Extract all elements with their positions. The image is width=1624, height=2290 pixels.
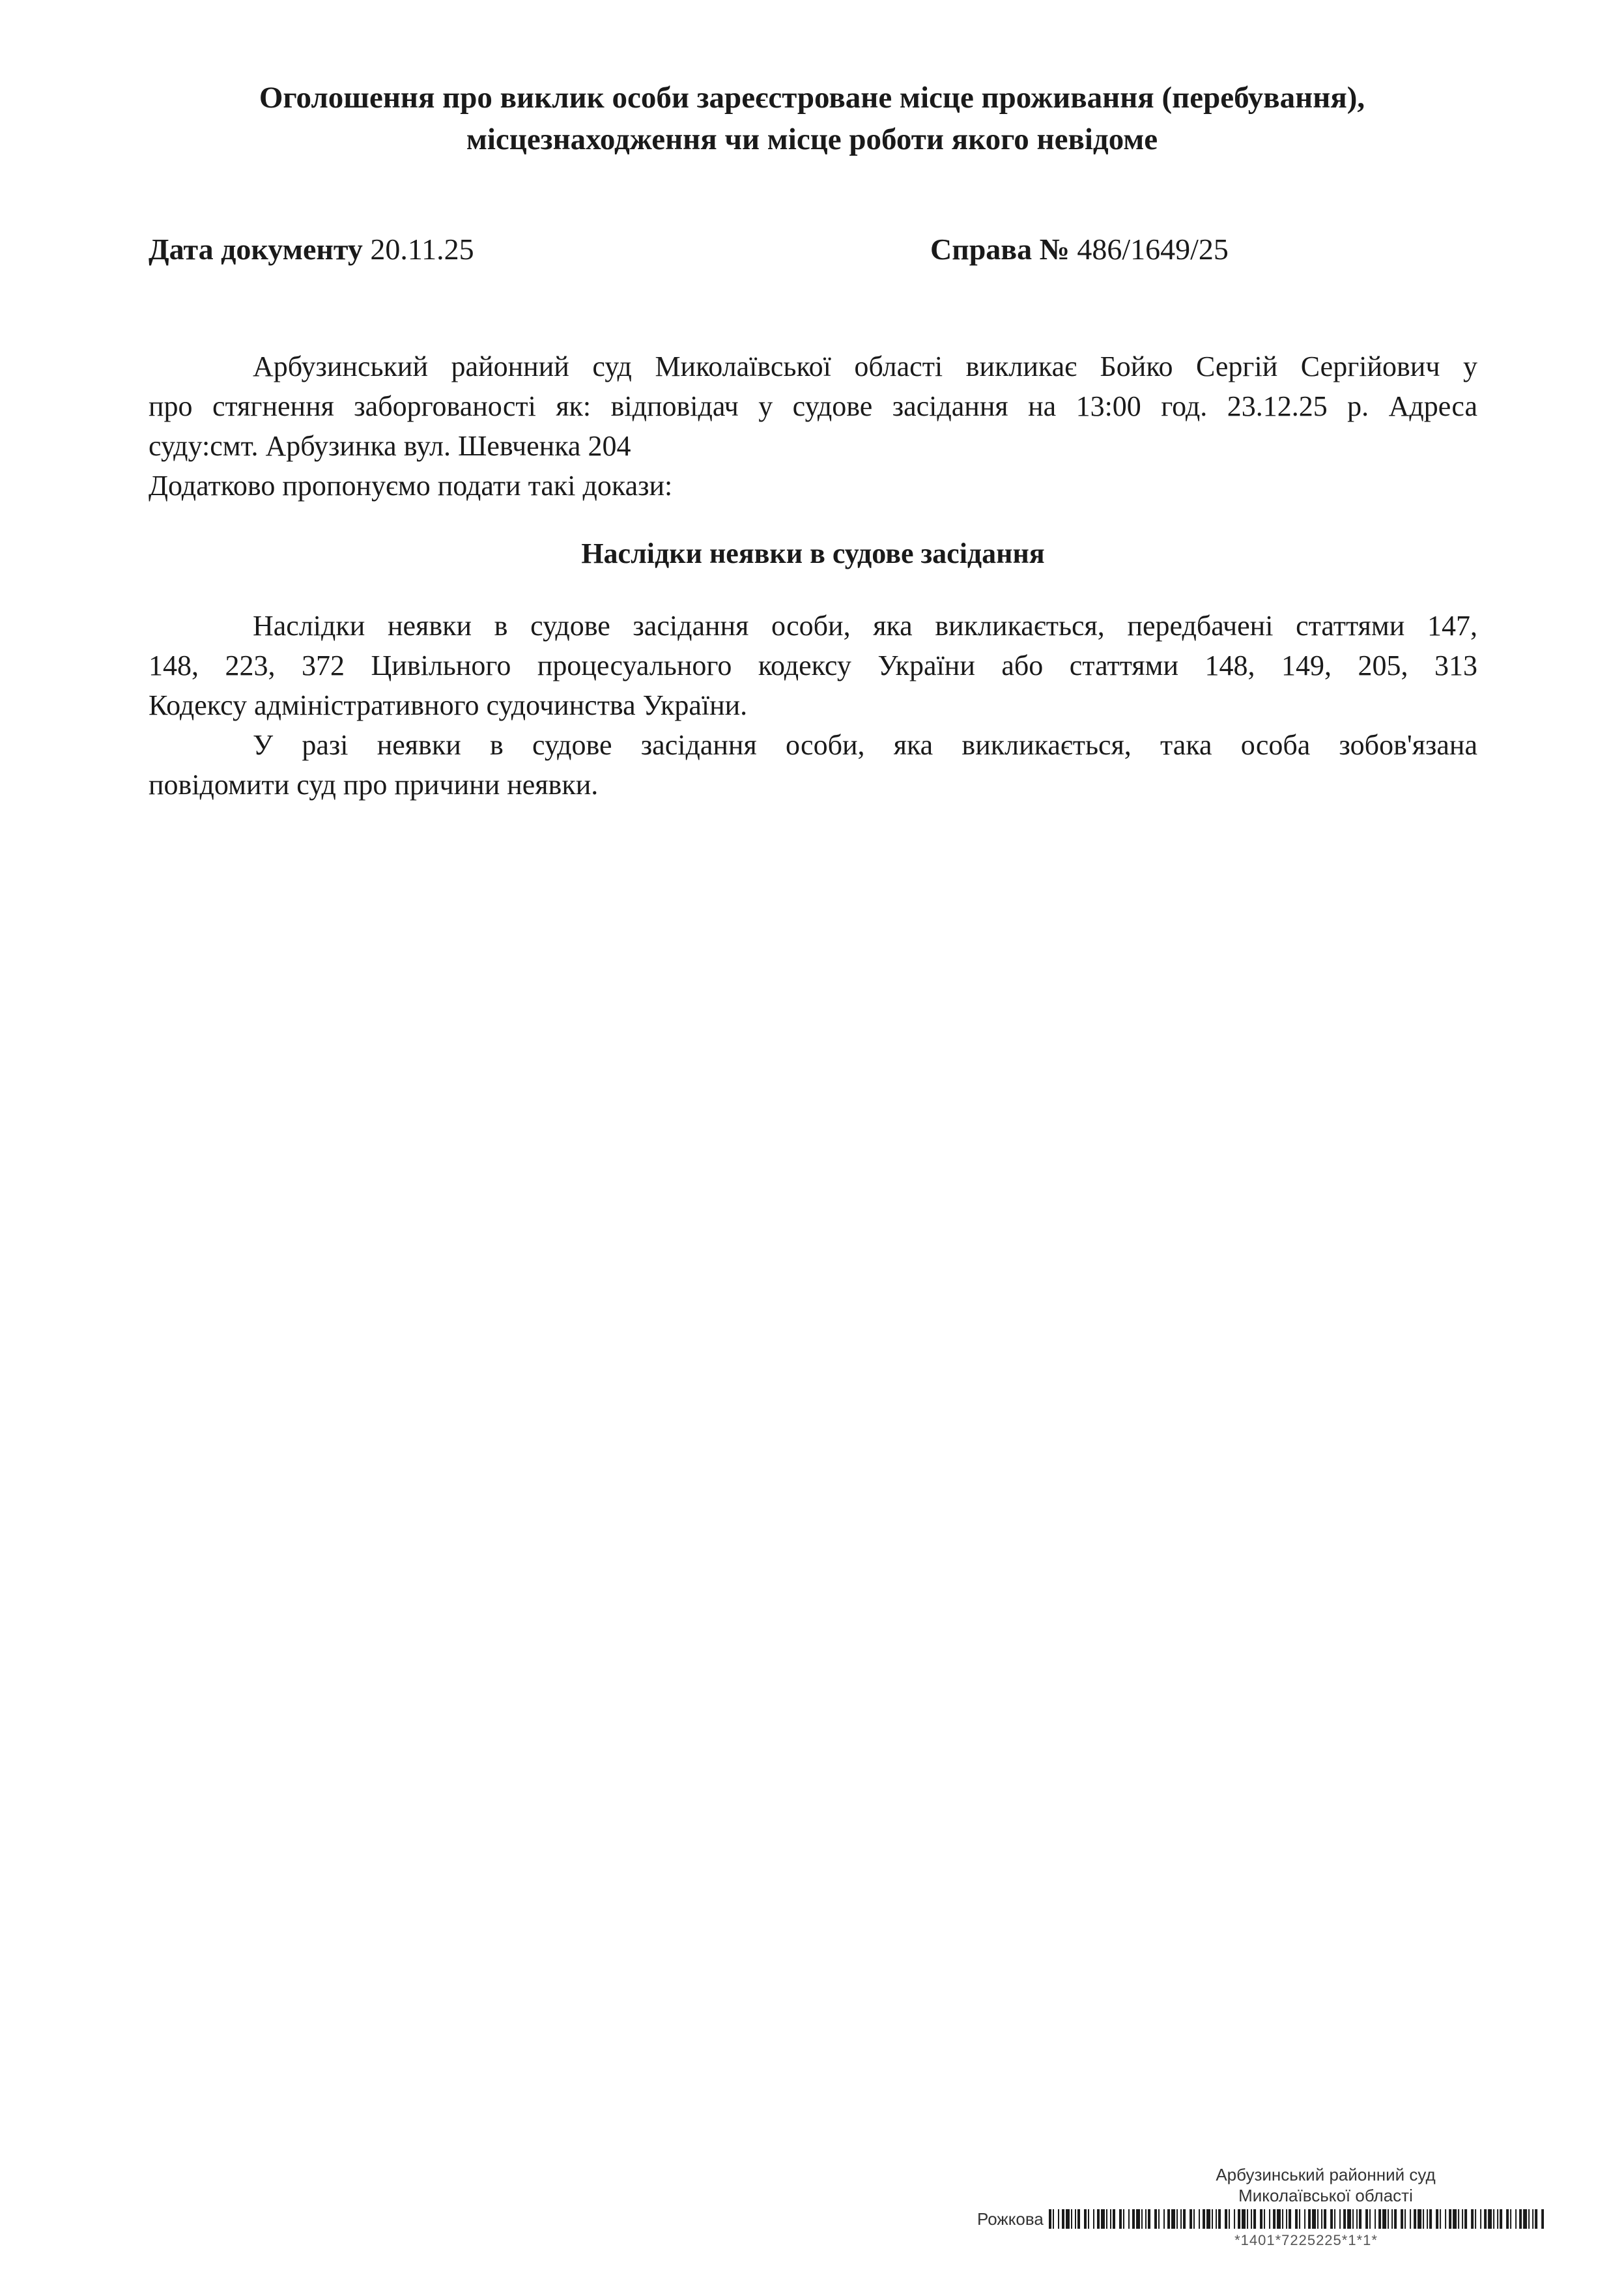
consequences-p2-line-1: У разі неявки в судове засідання особи, яка викликається, така особа зобов'язана xyxy=(253,729,1477,761)
barcode-bar xyxy=(1049,2209,1051,2229)
barcode-bar xyxy=(1464,2209,1467,2229)
barcode-bar xyxy=(1295,2209,1298,2229)
date-label: Дата документу xyxy=(149,233,363,266)
barcode-bar xyxy=(1493,2209,1494,2229)
barcode-bar xyxy=(1375,2209,1376,2229)
barcode-bar xyxy=(1216,2209,1217,2229)
summons-line-2: про стягнення заборгованості як: відповідач у судове засідання на 13:00 год. 23.12.25 р. Адреса xyxy=(149,390,1477,422)
barcode-bar xyxy=(1480,2209,1481,2229)
barcode-bar xyxy=(1084,2209,1087,2229)
barcode-bar xyxy=(1273,2209,1275,2229)
barcode-bar xyxy=(1312,2209,1316,2229)
barcode-bar xyxy=(1132,2209,1135,2229)
barcode-bar xyxy=(1128,2209,1130,2229)
barcode-bar xyxy=(1506,2209,1509,2229)
summons-line-1: Арбузинський районний суд Миколаївської області викликає Бойко Сергій Сергійович у xyxy=(253,351,1477,382)
barcode-bar xyxy=(1260,2209,1262,2229)
document-title xyxy=(130,77,1494,160)
barcode-bar xyxy=(1136,2209,1140,2229)
barcode-bar xyxy=(1075,2209,1076,2229)
barcode-bar xyxy=(1378,2209,1381,2229)
barcode-bar xyxy=(1077,2209,1080,2229)
barcode-bar xyxy=(1229,2209,1230,2229)
barcode-bar xyxy=(1404,2209,1406,2229)
barcode-bar xyxy=(1119,2209,1122,2229)
barcode-bar xyxy=(1471,2209,1474,2229)
barcode-bar xyxy=(1238,2209,1240,2229)
case-label: Справа № xyxy=(930,233,1070,266)
barcode-bar xyxy=(1234,2209,1235,2229)
barcode-bar xyxy=(1382,2209,1386,2229)
barcode-bar xyxy=(1330,2209,1333,2229)
barcode-bar xyxy=(1394,2209,1397,2229)
barcode-bar xyxy=(1484,2209,1487,2229)
barcode-bar xyxy=(1167,2209,1170,2229)
barcode-bar xyxy=(1532,2209,1533,2229)
summons-line-4: Додатково пропонуємо подати такі докази: xyxy=(149,470,673,502)
barcode-bar xyxy=(1088,2209,1089,2229)
barcode-bar xyxy=(1193,2209,1195,2229)
footer-region: Миколаївської області xyxy=(1238,2186,1413,2205)
consequences-paragraphs xyxy=(149,606,1477,805)
footer-court-name: Арбузинський районний суд xyxy=(1216,2165,1436,2184)
barcode-bar xyxy=(1321,2209,1322,2229)
barcode-bar xyxy=(1163,2209,1165,2229)
barcode-bar xyxy=(1071,2209,1072,2229)
barcode-bar xyxy=(1277,2209,1281,2229)
barcode-bar xyxy=(1158,2209,1160,2229)
barcode-bar xyxy=(1053,2209,1054,2229)
barcode-bar xyxy=(1145,2209,1147,2229)
barcode-bar xyxy=(1535,2209,1537,2229)
barcode-bar xyxy=(1113,2209,1115,2229)
barcode-bar xyxy=(1475,2209,1476,2229)
barcode-image xyxy=(1049,2209,1544,2229)
barcode-bar xyxy=(1110,2209,1111,2229)
barcode-bar xyxy=(1171,2209,1175,2229)
barcode-bar xyxy=(1401,2209,1403,2229)
barcode-bar xyxy=(1206,2209,1210,2229)
barcode-bar xyxy=(1097,2209,1100,2229)
barcode-bar xyxy=(1519,2209,1522,2229)
barcode-bar xyxy=(1251,2209,1252,2229)
barcode-bar xyxy=(1500,2209,1502,2229)
barcode-bar xyxy=(1225,2209,1227,2229)
barcode-bar xyxy=(1497,2209,1498,2229)
title-line-1: Оголошення про виклик особи зареєстроване місце проживання (перебування), xyxy=(259,81,1365,115)
barcode-bar xyxy=(1334,2209,1335,2229)
barcode-bar xyxy=(1093,2209,1094,2229)
barcode-bar xyxy=(1458,2209,1459,2229)
summons-paragraph xyxy=(149,347,1477,506)
barcode-bar xyxy=(1148,2209,1150,2229)
barcode-bar xyxy=(1289,2209,1291,2229)
barcode-bar xyxy=(1356,2209,1358,2229)
case-value: 486/1649/25 xyxy=(1077,233,1229,266)
barcode-bar xyxy=(1410,2209,1411,2229)
barcode-bar xyxy=(1106,2209,1107,2229)
barcode-bar xyxy=(1462,2209,1463,2229)
barcode-bar xyxy=(1515,2209,1517,2229)
document-date xyxy=(149,232,474,266)
barcode-bar xyxy=(1414,2209,1416,2229)
barcode-bar xyxy=(1391,2209,1393,2229)
barcode-bar xyxy=(1183,2209,1186,2229)
barcode-bar xyxy=(1528,2209,1530,2229)
barcode-bar xyxy=(1324,2209,1326,2229)
barcode-bar xyxy=(1339,2209,1341,2229)
barcode-bar xyxy=(1436,2209,1438,2229)
consequences-p2-line-2: повідомити суд про причини неявки. xyxy=(149,769,599,801)
consequences-heading: Наслідки неявки в судове засідання xyxy=(581,537,1045,569)
barcode-bar xyxy=(1417,2209,1421,2229)
court-stamp-footer xyxy=(977,2164,1544,2249)
barcode-number: *1401*7225225*1*1* xyxy=(1234,2232,1378,2248)
barcode-bar xyxy=(1429,2209,1432,2229)
title-line-2: місцезнаходження чи місце роботи якого невідоме xyxy=(466,122,1158,156)
barcode-row xyxy=(977,2206,1544,2232)
barcode-bar xyxy=(1282,2209,1283,2229)
barcode-bar xyxy=(1449,2209,1451,2229)
barcode-bar xyxy=(1286,2209,1287,2229)
barcode-bar xyxy=(1304,2209,1305,2229)
barcode-bar xyxy=(1242,2209,1246,2229)
barcode-bar xyxy=(1388,2209,1389,2229)
barcode-bar xyxy=(1369,2209,1371,2229)
barcode-bar xyxy=(1541,2209,1544,2229)
barcode-bar xyxy=(1218,2209,1221,2229)
barcode-bar xyxy=(1190,2209,1192,2229)
barcode-bar xyxy=(1299,2209,1300,2229)
barcode-bar xyxy=(1352,2209,1354,2229)
consequences-p1-line-2: 148, 223, 372 Цивільного процесуального кодексу України або статтями 148, 149, 205, 313 xyxy=(149,650,1477,681)
summons-line-3: суду:смт. Арбузинка вул. Шевченка 204 xyxy=(149,430,631,462)
barcode-bar xyxy=(1154,2209,1157,2229)
barcode-bar xyxy=(1058,2209,1059,2229)
barcode-bar xyxy=(1264,2209,1265,2229)
barcode-bar xyxy=(1347,2209,1351,2229)
barcode-bar xyxy=(1176,2209,1178,2229)
barcode-bar xyxy=(1180,2209,1182,2229)
barcode-bar xyxy=(1488,2209,1492,2229)
date-value: 20.11.25 xyxy=(370,233,474,266)
barcode-bar xyxy=(1212,2209,1213,2229)
case-number xyxy=(930,232,1229,266)
barcode-bar xyxy=(1523,2209,1527,2229)
barcode-bar xyxy=(1247,2209,1248,2229)
consequences-p1-line-3: Кодексу адміністративного судочинства України. xyxy=(149,689,748,721)
barcode-bar xyxy=(1423,2209,1424,2229)
barcode-bar xyxy=(1343,2209,1346,2229)
barcode-bar xyxy=(1269,2209,1270,2229)
barcode-bar xyxy=(1445,2209,1446,2229)
barcode-bar xyxy=(1141,2209,1143,2229)
barcode-bar xyxy=(1203,2209,1205,2229)
barcode-bar xyxy=(1062,2209,1064,2229)
barcode-bar xyxy=(1123,2209,1124,2229)
barcode-bar xyxy=(1359,2209,1361,2229)
barcode-bar xyxy=(1199,2209,1200,2229)
barcode-bar xyxy=(1510,2209,1511,2229)
barcode-bar xyxy=(1101,2209,1105,2229)
barcode-bar xyxy=(1440,2209,1441,2229)
barcode-bar xyxy=(1066,2209,1070,2229)
barcode-bar xyxy=(1427,2209,1428,2229)
barcode-bar xyxy=(1453,2209,1457,2229)
barcode-bar xyxy=(1365,2209,1368,2229)
barcode-bar xyxy=(1253,2209,1256,2229)
consequences-p1-line-1: Наслідки неявки в судове засідання особи, яка викликається, передбачені статтями 147, xyxy=(253,610,1477,642)
barcode-bar xyxy=(1317,2209,1318,2229)
registrar-name: Рожкова xyxy=(977,2209,1044,2229)
barcode-bar xyxy=(1308,2209,1311,2229)
